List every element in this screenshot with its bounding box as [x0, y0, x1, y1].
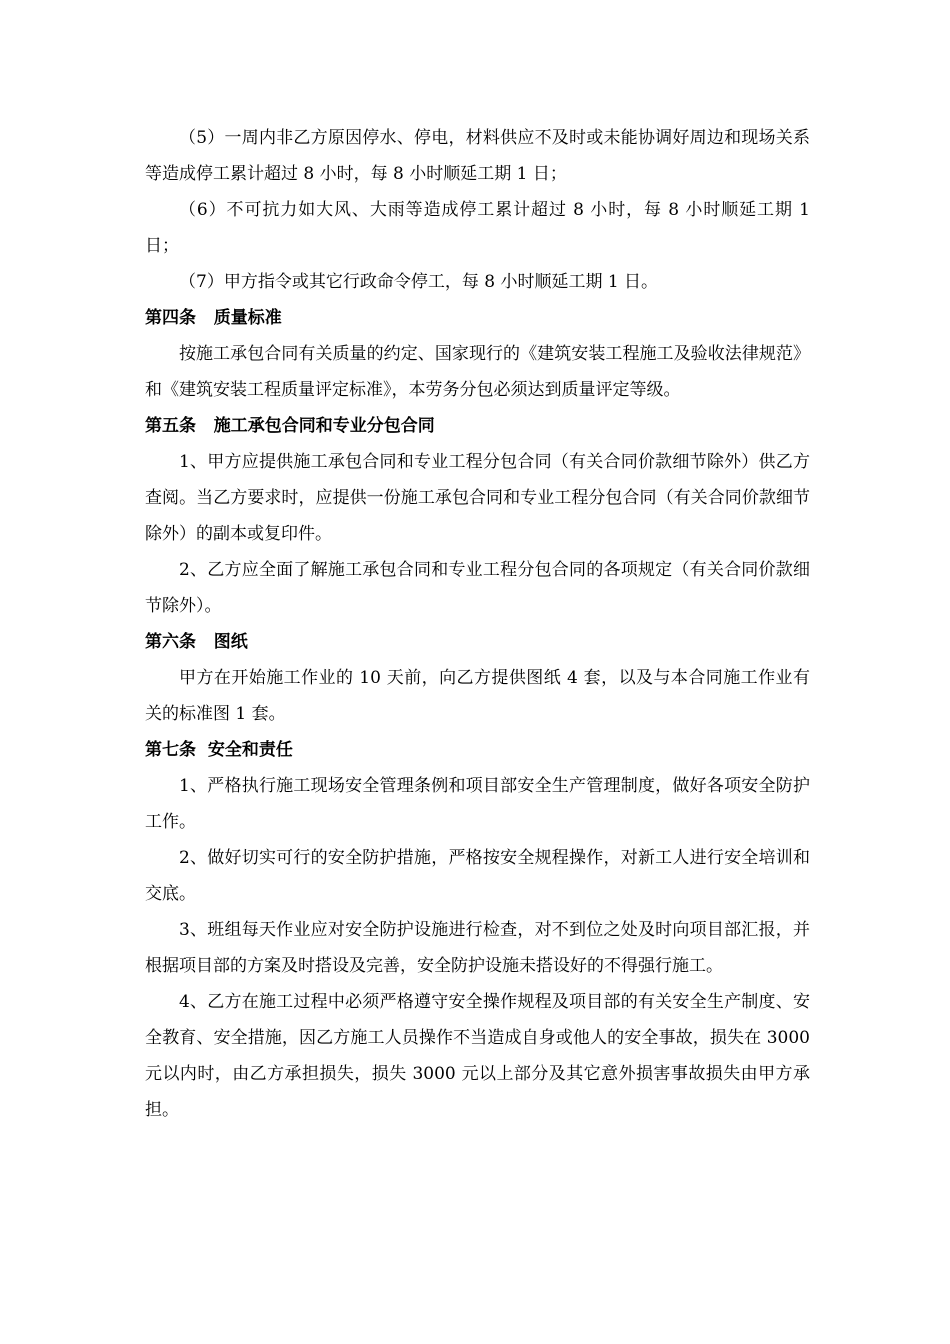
paragraph-article-4-body: 按施工承包合同有关质量的约定、国家现行的《建筑安装工程施工及验收法律规范》和《建筑安装工程质量评定标准》，本劳务分包必须达到质量评定等级。 [145, 344, 810, 400]
heading-article-5: 第五条 施工承包合同和专业分包合同 [145, 416, 435, 436]
heading-article-4: 第四条 质量标准 [145, 308, 282, 328]
paragraph-clause-3-5: （5）一周内非乙方原因停水、停电，材料供应不及时或未能协调好周边和现场关系等造成停工累计超过 8 小时，每 8 小时顺延工期 1 日； [145, 128, 810, 184]
paragraph-clause-3-6: （6）不可抗力如大风、大雨等造成停工累计超过 8 小时，每 8 小时顺延工期 1 日； [145, 200, 810, 256]
heading-article-6: 第六条 图纸 [145, 632, 248, 652]
heading-article-7: 第七条 安全和责任 [145, 740, 293, 760]
document-page [145, 120, 810, 1128]
paragraph-article-5-item-2: 2、乙方应全面了解施工承包合同和专业工程分包合同的各项规定（有关合同价款细节除外）。 [145, 560, 810, 616]
paragraph-clause-3-7: （7）甲方指令或其它行政命令停工，每 8 小时顺延工期 1 日。 [179, 272, 659, 292]
paragraph-article-7-item-3: 3、班组每天作业应对安全防护设施进行检查，对不到位之处及时向项目部汇报，并根据项目部的方案及时搭设及完善，安全防护设施未搭设好的不得强行施工。 [145, 920, 810, 976]
paragraph-article-7-item-1: 1、严格执行施工现场安全管理条例和项目部安全生产管理制度，做好各项安全防护工作。 [145, 776, 810, 832]
paragraph-article-7-item-2: 2、做好切实可行的安全防护措施，严格按安全规程操作，对新工人进行安全培训和交底。 [145, 848, 810, 904]
paragraph-article-5-item-1: 1、甲方应提供施工承包合同和专业工程分包合同（有关合同价款细节除外）供乙方查阅。当乙方要求时，应提供一份施工承包合同和专业工程分包合同（有关合同价款细节除外）的副本或复印件。 [145, 452, 810, 544]
paragraph-article-7-item-4: 4、乙方在施工过程中必须严格遵守安全操作规程及项目部的有关安全生产制度、安全教育、安全措施，因乙方施工人员操作不当造成自身或他人的安全事故，损失在 3000 元以内时，由乙方承担损失，损失 3000 元以上部分及其它意外损害事故损失由甲方承担。 [145, 992, 810, 1120]
paragraph-article-6-body: 甲方在开始施工作业的 10 天前，向乙方提供图纸 4 套，以及与本合同施工作业有关的标准图 1 套。 [145, 668, 810, 724]
